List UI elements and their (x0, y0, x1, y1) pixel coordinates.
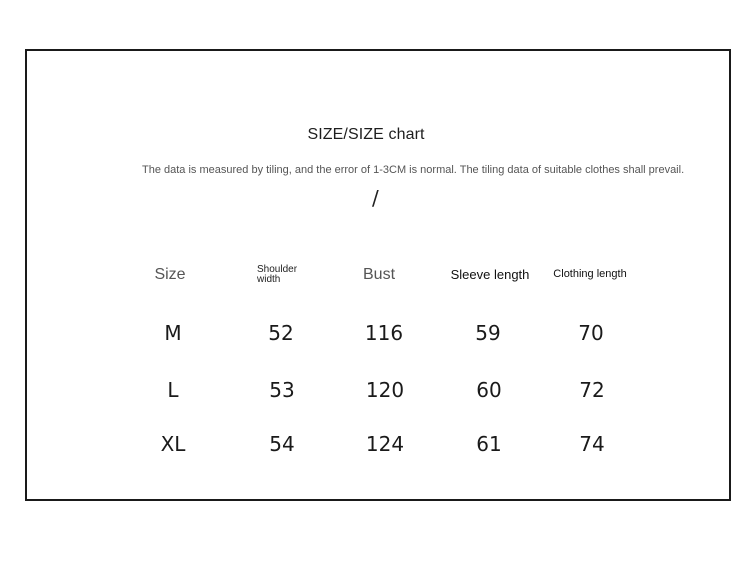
row-l-shoulder: 53 (269, 378, 295, 402)
header-clothing-length: Clothing length (553, 268, 627, 280)
row-m-length: 70 (578, 321, 604, 345)
chart-title-text: SIZE/SIZE chart (307, 126, 425, 143)
row-xl-bust: 124 (365, 432, 405, 456)
row-l-bust: 120 (365, 378, 405, 402)
row-xl-sleeve: 61 (476, 432, 502, 456)
header-shoulder-line-1: Shoulder (257, 264, 298, 275)
header-sleeve-length: Sleeve length (450, 267, 530, 282)
header-bust: Bust (362, 266, 396, 283)
row-m-shoulder: 52 (268, 321, 294, 345)
row-m-size: M (164, 321, 182, 345)
row-l-sleeve: 60 (476, 378, 502, 402)
separator-slash: / (372, 186, 379, 210)
row-xl-shoulder: 54 (269, 432, 295, 456)
row-m-bust: 116 (364, 321, 404, 345)
row-m-sleeve: 59 (475, 321, 501, 345)
header-shoulder-line-2: width (257, 274, 281, 285)
row-xl-size: XL (160, 432, 186, 456)
row-l-length: 72 (579, 378, 605, 402)
chart-title (0, 126, 750, 144)
measurement-note: The data is measured by tiling, and the error of 1-3CM is normal. The tiling data of suitable clothes shall prevail. (142, 164, 685, 176)
row-xl-length: 74 (579, 432, 605, 456)
header-shoulder-width (257, 265, 297, 285)
header-size: Size (154, 266, 186, 283)
row-l-size: L (167, 378, 179, 402)
